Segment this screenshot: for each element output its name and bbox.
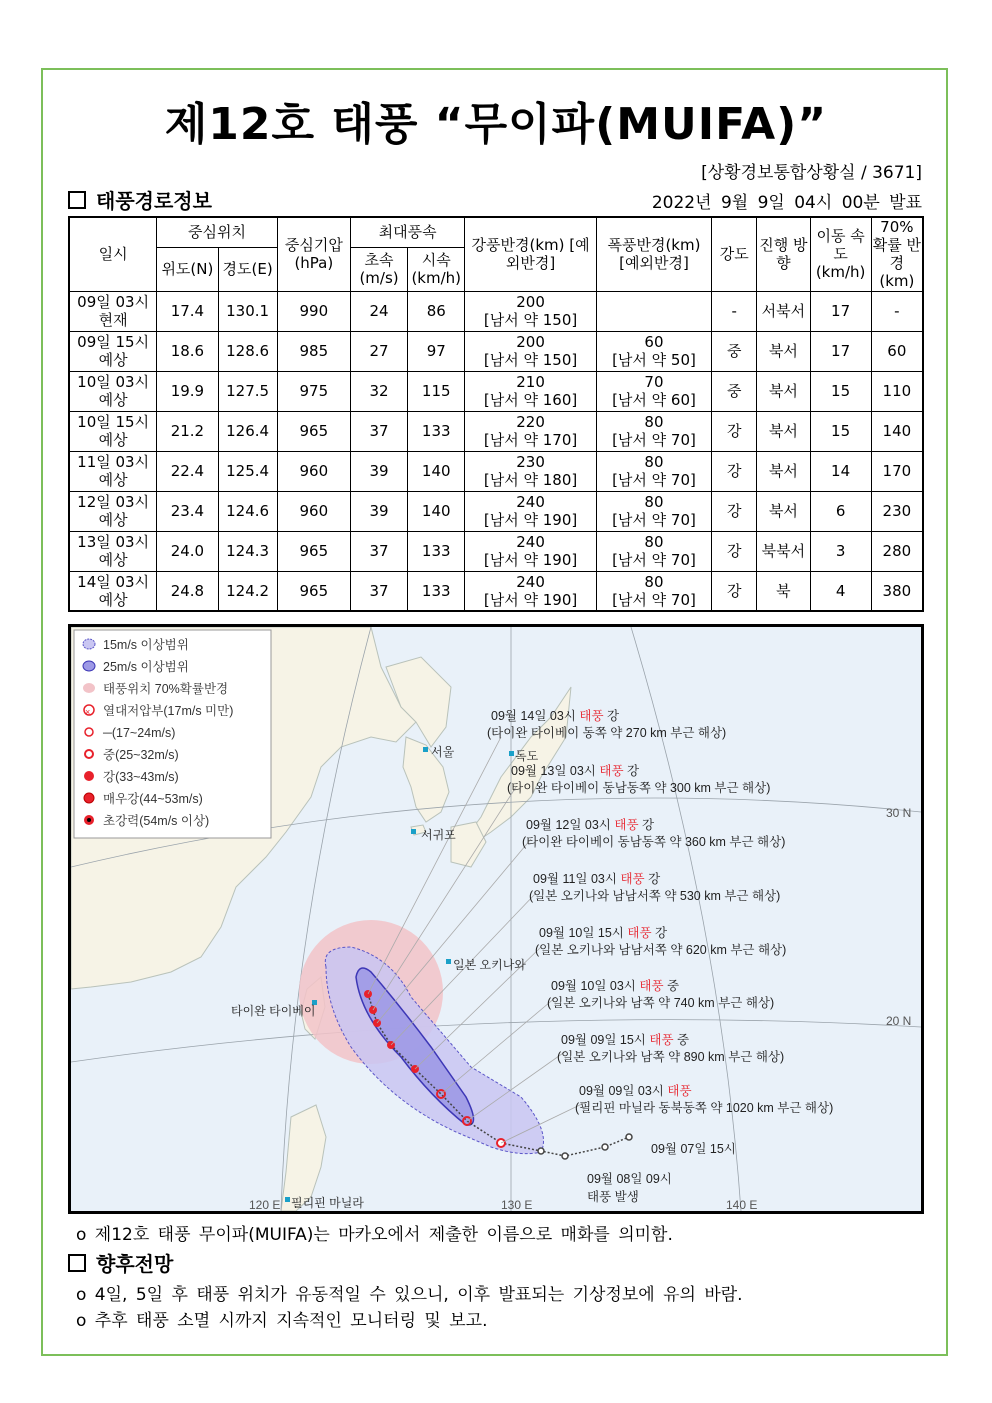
cell-lon: 130.1: [218, 291, 277, 331]
section-outlook-title: 향후전망: [96, 1252, 174, 1276]
header-ms: 초속 (m/s): [350, 247, 407, 291]
cell-kmh: 115: [408, 371, 465, 411]
row-time: 11일 03시: [77, 453, 150, 471]
cell-speed: 3: [810, 531, 871, 571]
label-typhoon: 태풍: [627, 926, 652, 940]
section-track-title: 태풍경로정보: [96, 189, 212, 213]
cell-storm-ex: [남서 약 70]: [612, 471, 696, 489]
issued-time: 2022년 9월 9일 04시 00분 발표: [651, 193, 922, 213]
name-note: ο 제12호 태풍 무이파(MUIFA)는 마카오에서 제출한 이름으로 매화를 의미함.: [76, 1225, 673, 1245]
cell-storm-ex: [남서 약 60]: [612, 391, 696, 409]
place-dokdo: 독도: [515, 749, 539, 763]
legend-15ms-icon: [83, 639, 95, 649]
forecast-label-desc: (일본 오키나와 남쪽 약 740 km 부근 해상): [547, 996, 775, 1010]
cell-pres: 965: [277, 531, 350, 571]
cell-pres: 965: [277, 571, 350, 611]
header-lat: 위도(N): [157, 247, 218, 291]
cell-intensity: 강: [712, 531, 757, 571]
cell-strong: 200: [516, 293, 545, 311]
cell-lon: 125.4: [218, 451, 277, 491]
past-label-0809: 09월 08일 09시: [587, 1172, 672, 1186]
map-legend: [74, 630, 271, 838]
header-prob: 70% 확률 반경 (km): [871, 217, 923, 291]
table-row: [69, 331, 923, 371]
forecast-label-time: [551, 978, 679, 993]
header-lon: 경도(E): [218, 247, 277, 291]
forecast-label-time: [511, 763, 639, 778]
cell-strong: 230: [516, 453, 545, 471]
legend-25ms-icon: [83, 661, 95, 671]
forecast-label-desc: (일본 오키나와 남남서쪽 약 620 km 부근 해상): [535, 943, 787, 957]
legend-super: 초강력(54m/s 이상): [103, 814, 210, 828]
legend-25ms: 25m/s 이상범위: [103, 660, 189, 674]
cell-prob: -: [871, 291, 923, 331]
forecast-label-time: [526, 817, 654, 832]
cell-intensity: 중: [712, 371, 757, 411]
row-kind: 예상: [98, 590, 128, 609]
legend-prob-icon: [83, 683, 95, 693]
cell-kmh: 133: [408, 411, 465, 451]
legend-verystrong: 매우강(44~53m/s): [103, 792, 203, 806]
header-kmh: 시속 (km/h): [408, 247, 465, 291]
legend-weak: ─(17~24m/s): [103, 726, 176, 740]
cell-lon: 124.6: [218, 491, 277, 531]
cell-prob: 380: [871, 571, 923, 611]
cell-strong-ex: [남서 약 180]: [483, 471, 578, 489]
forecast-label-desc: (타이완 타이베이 동남동쪽 약 300 km 부근 해상): [507, 781, 771, 795]
page-title: 제12호 태풍 “무이파(MUIFA)”: [164, 99, 828, 150]
cell-strong: 240: [516, 572, 545, 591]
label-typhoon: 태풍: [639, 979, 664, 993]
checkbox-icon: [68, 191, 86, 209]
row-time: 10일 15시: [77, 413, 150, 431]
cell-ms: 24: [350, 291, 407, 331]
label-typhoon: 태풍: [649, 1033, 674, 1047]
cell-pres: 960: [277, 491, 350, 531]
cell-prob: 140: [871, 411, 923, 451]
track-table: [68, 216, 924, 612]
cell-lon: 124.3: [218, 531, 277, 571]
forecast-label-time: [561, 1032, 689, 1047]
cell-intensity: 중: [712, 331, 757, 371]
cell-speed: 4: [810, 571, 871, 611]
section-outlook-heading: [68, 1248, 173, 1277]
table-row: [69, 291, 923, 331]
forecast-label-time: [579, 1083, 692, 1098]
cell-storm: 60: [644, 333, 664, 351]
forecast-label-desc: (일본 오키나와 남쪽 약 890 km 부근 해상): [557, 1050, 785, 1064]
label-typhoon: 태풍: [579, 709, 604, 723]
label-time: 09월 13일 03시: [511, 764, 596, 778]
label-intensity: 강: [627, 764, 640, 778]
cell-storm: 70: [644, 373, 664, 391]
row-kind: 예상: [98, 511, 128, 529]
place-okinawa: 일본 오키나와: [453, 958, 526, 972]
row-time: 09일 15시: [77, 333, 150, 351]
past-point: [626, 1134, 632, 1140]
table-row: [69, 531, 923, 571]
cell-dir: 북서: [757, 451, 810, 491]
cell-strong: 200: [516, 333, 545, 351]
cell-storm-ex: [남서 약 70]: [612, 431, 696, 449]
label-time: 09월 09일 15시: [561, 1033, 646, 1047]
cell-pres: 965: [277, 411, 350, 451]
cell-intensity: -: [712, 291, 757, 331]
cell-strong: 220: [516, 413, 545, 431]
cell-kmh: 140: [408, 451, 465, 491]
forecast-label-desc: (필리핀 마닐라 동북동쪽 약 1020 km 부근 해상): [575, 1101, 834, 1115]
label-time: 09월 09일 03시: [579, 1084, 664, 1098]
cell-storm: 80: [644, 453, 664, 471]
label-time: 09월 10일 03시: [551, 979, 636, 993]
cell-strong-ex: [남서 약 190]: [483, 590, 578, 609]
cell-strong: 240: [516, 493, 545, 511]
legend-prob: 태풍위치 70%확률반경: [103, 682, 229, 696]
table-row: [69, 491, 923, 531]
cell-kmh: 133: [408, 531, 465, 571]
past-label-genesis: 태풍 발생: [587, 1190, 639, 1204]
cell-dir: 북서: [757, 331, 810, 371]
label-time: 09월 11일 03시: [533, 872, 617, 886]
label-time: 09월 10일 15시: [539, 926, 624, 940]
cell-ms: 32: [350, 371, 407, 411]
cell-intensity: 강: [712, 451, 757, 491]
cell-kmh: 133: [408, 571, 465, 611]
legend-strong-icon: [84, 771, 94, 781]
row-time: 13일 03시: [77, 533, 150, 551]
table-row: [69, 571, 923, 611]
label-typhoon: 태풍: [614, 818, 639, 832]
row-kind: 예상: [98, 351, 128, 369]
cell-ms: 37: [350, 411, 407, 451]
legend-15ms: 15m/s 이상범위: [103, 638, 189, 652]
cell-prob: 110: [871, 371, 923, 411]
cell-speed: 6: [810, 491, 871, 531]
cell-dir: 북서: [757, 371, 810, 411]
cell-lon: 126.4: [218, 411, 277, 451]
label-typhoon: 태풍: [599, 764, 624, 778]
cell-ms: 39: [350, 451, 407, 491]
row-time: 12일 03시: [77, 493, 150, 511]
cell-kmh: 97: [408, 331, 465, 371]
place-seogwipo: 서귀포: [421, 828, 456, 842]
outlook-item: ο 추후 태풍 소멸 시까지 지속적인 모니터링 및 보고.: [76, 1311, 488, 1331]
past-label-0715: 09월 07일 15시: [651, 1142, 736, 1156]
place-taipei: 타이완 타이베이: [231, 1004, 316, 1018]
cell-prob: 60: [871, 331, 923, 371]
cell-storm-ex: [남서 약 70]: [612, 590, 696, 609]
table-row: [69, 411, 923, 451]
cell-ms: 39: [350, 491, 407, 531]
cell-strong-ex: [남서 약 150]: [483, 351, 578, 369]
place-manila: 필리핀 마닐라: [291, 1196, 364, 1210]
cell-lat: 24.0: [157, 531, 218, 571]
cell-strong-ex: [남서 약 190]: [483, 551, 578, 569]
cell-dir: 북북서: [757, 531, 810, 571]
row-kind: 현재: [98, 311, 128, 329]
forecast-label-time: [533, 871, 660, 886]
cell-speed: 17: [810, 331, 871, 371]
section-track-heading: [68, 185, 212, 214]
cell-storm: 80: [644, 413, 664, 431]
cell-lon: 127.5: [218, 371, 277, 411]
cell-ms: 37: [350, 571, 407, 611]
header-strong-radius: 강풍반경(km) [예외반경]: [465, 217, 596, 291]
label-typhoon: 태풍: [667, 1084, 692, 1098]
grid-120e: 120 E: [249, 1198, 281, 1211]
header-center: 중심위치: [157, 217, 277, 247]
grid-140e: 140 E: [726, 1198, 758, 1211]
label-intensity: 중: [667, 979, 680, 993]
row-kind: 예상: [98, 431, 128, 449]
cell-dir: 북서: [757, 491, 810, 531]
label-time: 09월 12일 03시: [526, 818, 611, 832]
label-intensity: 강: [655, 926, 668, 940]
cell-lat: 24.8: [157, 571, 218, 611]
cell-prob: 230: [871, 491, 923, 531]
header-pressure: 중심기압 (hPa): [277, 217, 350, 291]
legend-strong: 강(33~43m/s): [103, 770, 179, 784]
cell-storm-ex: [남서 약 50]: [612, 351, 696, 369]
grid-20n: 20 N: [886, 1014, 912, 1028]
forecast-label-desc: (일본 오키나와 남남서쪽 약 530 km 부근 해상): [529, 889, 781, 903]
legend-td: 열대저압부(17m/s 미만): [103, 704, 234, 718]
cell-speed: 15: [810, 411, 871, 451]
cell-storm: 80: [644, 493, 664, 511]
cell-intensity: 강: [712, 491, 757, 531]
cell-prob: 280: [871, 531, 923, 571]
cell-dir: 북서: [757, 411, 810, 451]
header-direction: 진행 방향: [757, 217, 810, 291]
cell-strong: 240: [516, 533, 545, 551]
cell-storm-ex: [남서 약 70]: [612, 511, 696, 529]
place-seoul: 서울: [431, 745, 455, 759]
row-time: 09일 03시: [77, 293, 150, 311]
past-point: [602, 1144, 608, 1150]
table-row: [69, 451, 923, 491]
label-time: 09월 14일 03시: [491, 709, 576, 723]
forecast-label-desc: (타이완 타이베이 동쪽 약 270 km 부근 해상): [487, 726, 727, 740]
checkbox-icon: [68, 1254, 86, 1272]
cell-strong: 210: [516, 373, 545, 391]
cell-strong-ex: [남서 약 170]: [483, 431, 578, 449]
grid-130e: 130 E: [501, 1198, 533, 1211]
header-maxwind: 최대풍속: [350, 217, 464, 247]
cell-pres: 985: [277, 331, 350, 371]
label-intensity: 중: [677, 1033, 690, 1047]
cell-storm: 80: [644, 533, 664, 551]
header-datetime: 일시: [69, 217, 157, 291]
label-typhoon: 태풍: [620, 872, 645, 886]
legend-super-core: [87, 818, 91, 822]
past-point: [538, 1148, 544, 1154]
cell-kmh: 86: [408, 291, 465, 331]
cell-lat: 23.4: [157, 491, 218, 531]
row-kind: 예상: [98, 471, 128, 489]
forecast-label-time: [491, 708, 619, 723]
cell-lon: 128.6: [218, 331, 277, 371]
cell-speed: 15: [810, 371, 871, 411]
cell-speed: 17: [810, 291, 871, 331]
cell-ms: 27: [350, 331, 407, 371]
row-kind: 예상: [98, 551, 128, 569]
table-row: [69, 371, 923, 411]
forecast-label-desc: (타이완 타이베이 동남동쪽 약 360 km 부근 해상): [522, 835, 786, 849]
cell-prob: 170: [871, 451, 923, 491]
cell-storm-ex: [남서 약 70]: [612, 551, 696, 569]
header-storm-radius: 폭풍반경(km) [예외반경]: [596, 217, 711, 291]
cell-speed: 14: [810, 451, 871, 491]
cell-lat: 19.9: [157, 371, 218, 411]
cell-lat: 17.4: [157, 291, 218, 331]
cell-dir: 북: [757, 571, 810, 611]
cell-dir: 서북서: [757, 291, 810, 331]
cell-strong-ex: [남서 약 190]: [483, 511, 578, 529]
cell-strong-ex: [남서 약 150]: [483, 311, 578, 329]
legend-medium: 중(25~32m/s): [103, 748, 179, 762]
cell-ms: 37: [350, 531, 407, 571]
cell-lon: 124.2: [218, 571, 277, 611]
cell-lat: 18.6: [157, 331, 218, 371]
row-time: 14일 03시: [77, 572, 150, 591]
cell-strong-ex: [남서 약 160]: [483, 391, 578, 409]
label-intensity: 강: [648, 872, 661, 886]
header-intensity: 강도: [712, 217, 757, 291]
forecast-label-time: [539, 925, 667, 940]
department-label: [상황경보통합상황실 / 3671]: [701, 163, 922, 183]
label-intensity: 강: [607, 709, 620, 723]
outlook-item: ο 4일, 5일 후 태풍 위치가 유동적일 수 있으니, 이후 발표되는 기상정보에 유의 바람.: [76, 1285, 743, 1305]
cell-lat: 21.2: [157, 411, 218, 451]
row-kind: 예상: [98, 391, 128, 409]
cell-storm: 80: [644, 572, 664, 591]
row-time: 10일 03시: [77, 373, 150, 391]
header-speed: 이동 속도 (km/h): [810, 217, 871, 291]
legend-td-x-icon: ×: [85, 707, 91, 717]
map-svg: [71, 627, 921, 1211]
legend-verystrong-icon: [84, 793, 94, 803]
grid-30n: 30 N: [886, 806, 912, 820]
cell-intensity: 강: [712, 411, 757, 451]
cell-pres: 990: [277, 291, 350, 331]
cell-pres: 960: [277, 451, 350, 491]
cell-kmh: 140: [408, 491, 465, 531]
cell-intensity: 강: [712, 571, 757, 611]
label-intensity: 강: [642, 818, 655, 832]
cell-pres: 975: [277, 371, 350, 411]
past-point: [562, 1153, 568, 1159]
cell-lat: 22.4: [157, 451, 218, 491]
typhoon-track-map: [68, 624, 924, 1214]
